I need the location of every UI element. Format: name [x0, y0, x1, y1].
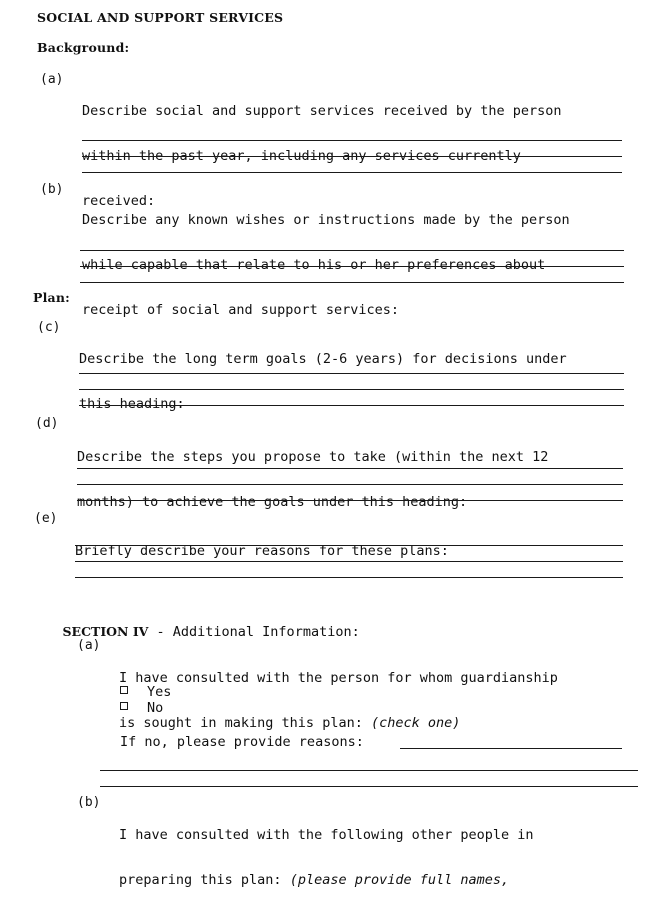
item-a-answer-line[interactable] — [82, 140, 622, 141]
item-c-answer-line[interactable] — [79, 405, 624, 406]
section-iv-a-line2-text: is sought in making this plan: — [119, 715, 371, 731]
background-heading: Background: — [37, 40, 130, 55]
section-iv-b-question — [119, 798, 534, 918]
item-b-answer-line[interactable] — [80, 250, 624, 251]
if-no-reasons-answer-line[interactable] — [400, 748, 622, 749]
if-no-reasons-answer-line[interactable] — [100, 770, 638, 771]
item-c-answer-line[interactable] — [79, 389, 624, 390]
item-b-answer-line[interactable] — [80, 266, 624, 267]
item-d-marker: (d) — [35, 416, 59, 431]
item-b-line: receipt of social and support services: — [82, 302, 399, 318]
item-a-marker: (a) — [40, 72, 64, 87]
item-e-answer-line[interactable] — [75, 561, 623, 562]
item-a-answer-line[interactable] — [82, 156, 622, 157]
item-c-line: this heading: — [79, 396, 185, 412]
item-d-line: Describe the steps you propose to take (within the next 12 — [77, 449, 549, 465]
item-e-line: Briefly describe your reasons for these plans: — [75, 543, 449, 559]
section-iv-a-marker: (a) — [77, 638, 101, 653]
item-b-line: while capable that relate to his or her preferences about — [82, 257, 546, 273]
section-iv-b-line2-text: preparing this plan: — [119, 872, 290, 888]
item-d-answer-line[interactable] — [77, 484, 623, 485]
item-d-line: months) to achieve the goals under this heading: — [77, 494, 468, 510]
no-checkbox[interactable] — [120, 702, 128, 710]
item-b-line: Describe any known wishes or instructions made by the person — [82, 212, 570, 228]
section-iv-heading-bold: SECTION IV — [62, 624, 149, 639]
item-e-marker: (e) — [34, 511, 58, 526]
no-option-label: No — [147, 700, 164, 716]
yes-checkbox[interactable] — [120, 686, 128, 694]
item-a-answer-line[interactable] — [82, 172, 622, 173]
if-no-reasons-label: If no, please provide reasons: — [120, 734, 364, 750]
item-c-marker: (c) — [37, 320, 61, 335]
section-iv-b-line1: I have consulted with the following other people in — [119, 827, 534, 843]
if-no-reasons-answer-line[interactable] — [100, 786, 638, 787]
section-iv-heading-rest: - Additional Information: — [148, 624, 360, 640]
section-iv-a-line2 — [119, 716, 558, 731]
item-a-line: within the past year, including any services currently — [82, 148, 521, 164]
item-d-answer-line[interactable] — [77, 468, 623, 469]
item-e-answer-line[interactable] — [75, 545, 623, 546]
item-b-marker: (b) — [40, 182, 64, 197]
item-b-answer-line[interactable] — [80, 282, 624, 283]
item-e-answer-line[interactable] — [75, 577, 623, 578]
item-c-answer-line[interactable] — [79, 373, 624, 374]
item-d-answer-line[interactable] — [77, 500, 623, 501]
item-a-line: received: — [82, 193, 156, 209]
section-iv-b-marker: (b) — [77, 795, 101, 810]
plan-heading: Plan: — [33, 290, 70, 305]
full-names-note: (please provide full names, — [289, 872, 510, 888]
yes-option-label: Yes — [147, 684, 172, 700]
item-c-line: Describe the long term goals (2-6 years) for decisions under — [79, 351, 567, 367]
section-iv-a-line1: I have consulted with the person for whom guardianship — [119, 670, 558, 686]
section-title: SOCIAL AND SUPPORT SERVICES — [37, 10, 284, 25]
item-a-line: Describe social and support services received by the person — [82, 103, 562, 119]
section-iv-b-line2 — [119, 873, 534, 888]
check-one-note: (check one) — [370, 715, 461, 731]
